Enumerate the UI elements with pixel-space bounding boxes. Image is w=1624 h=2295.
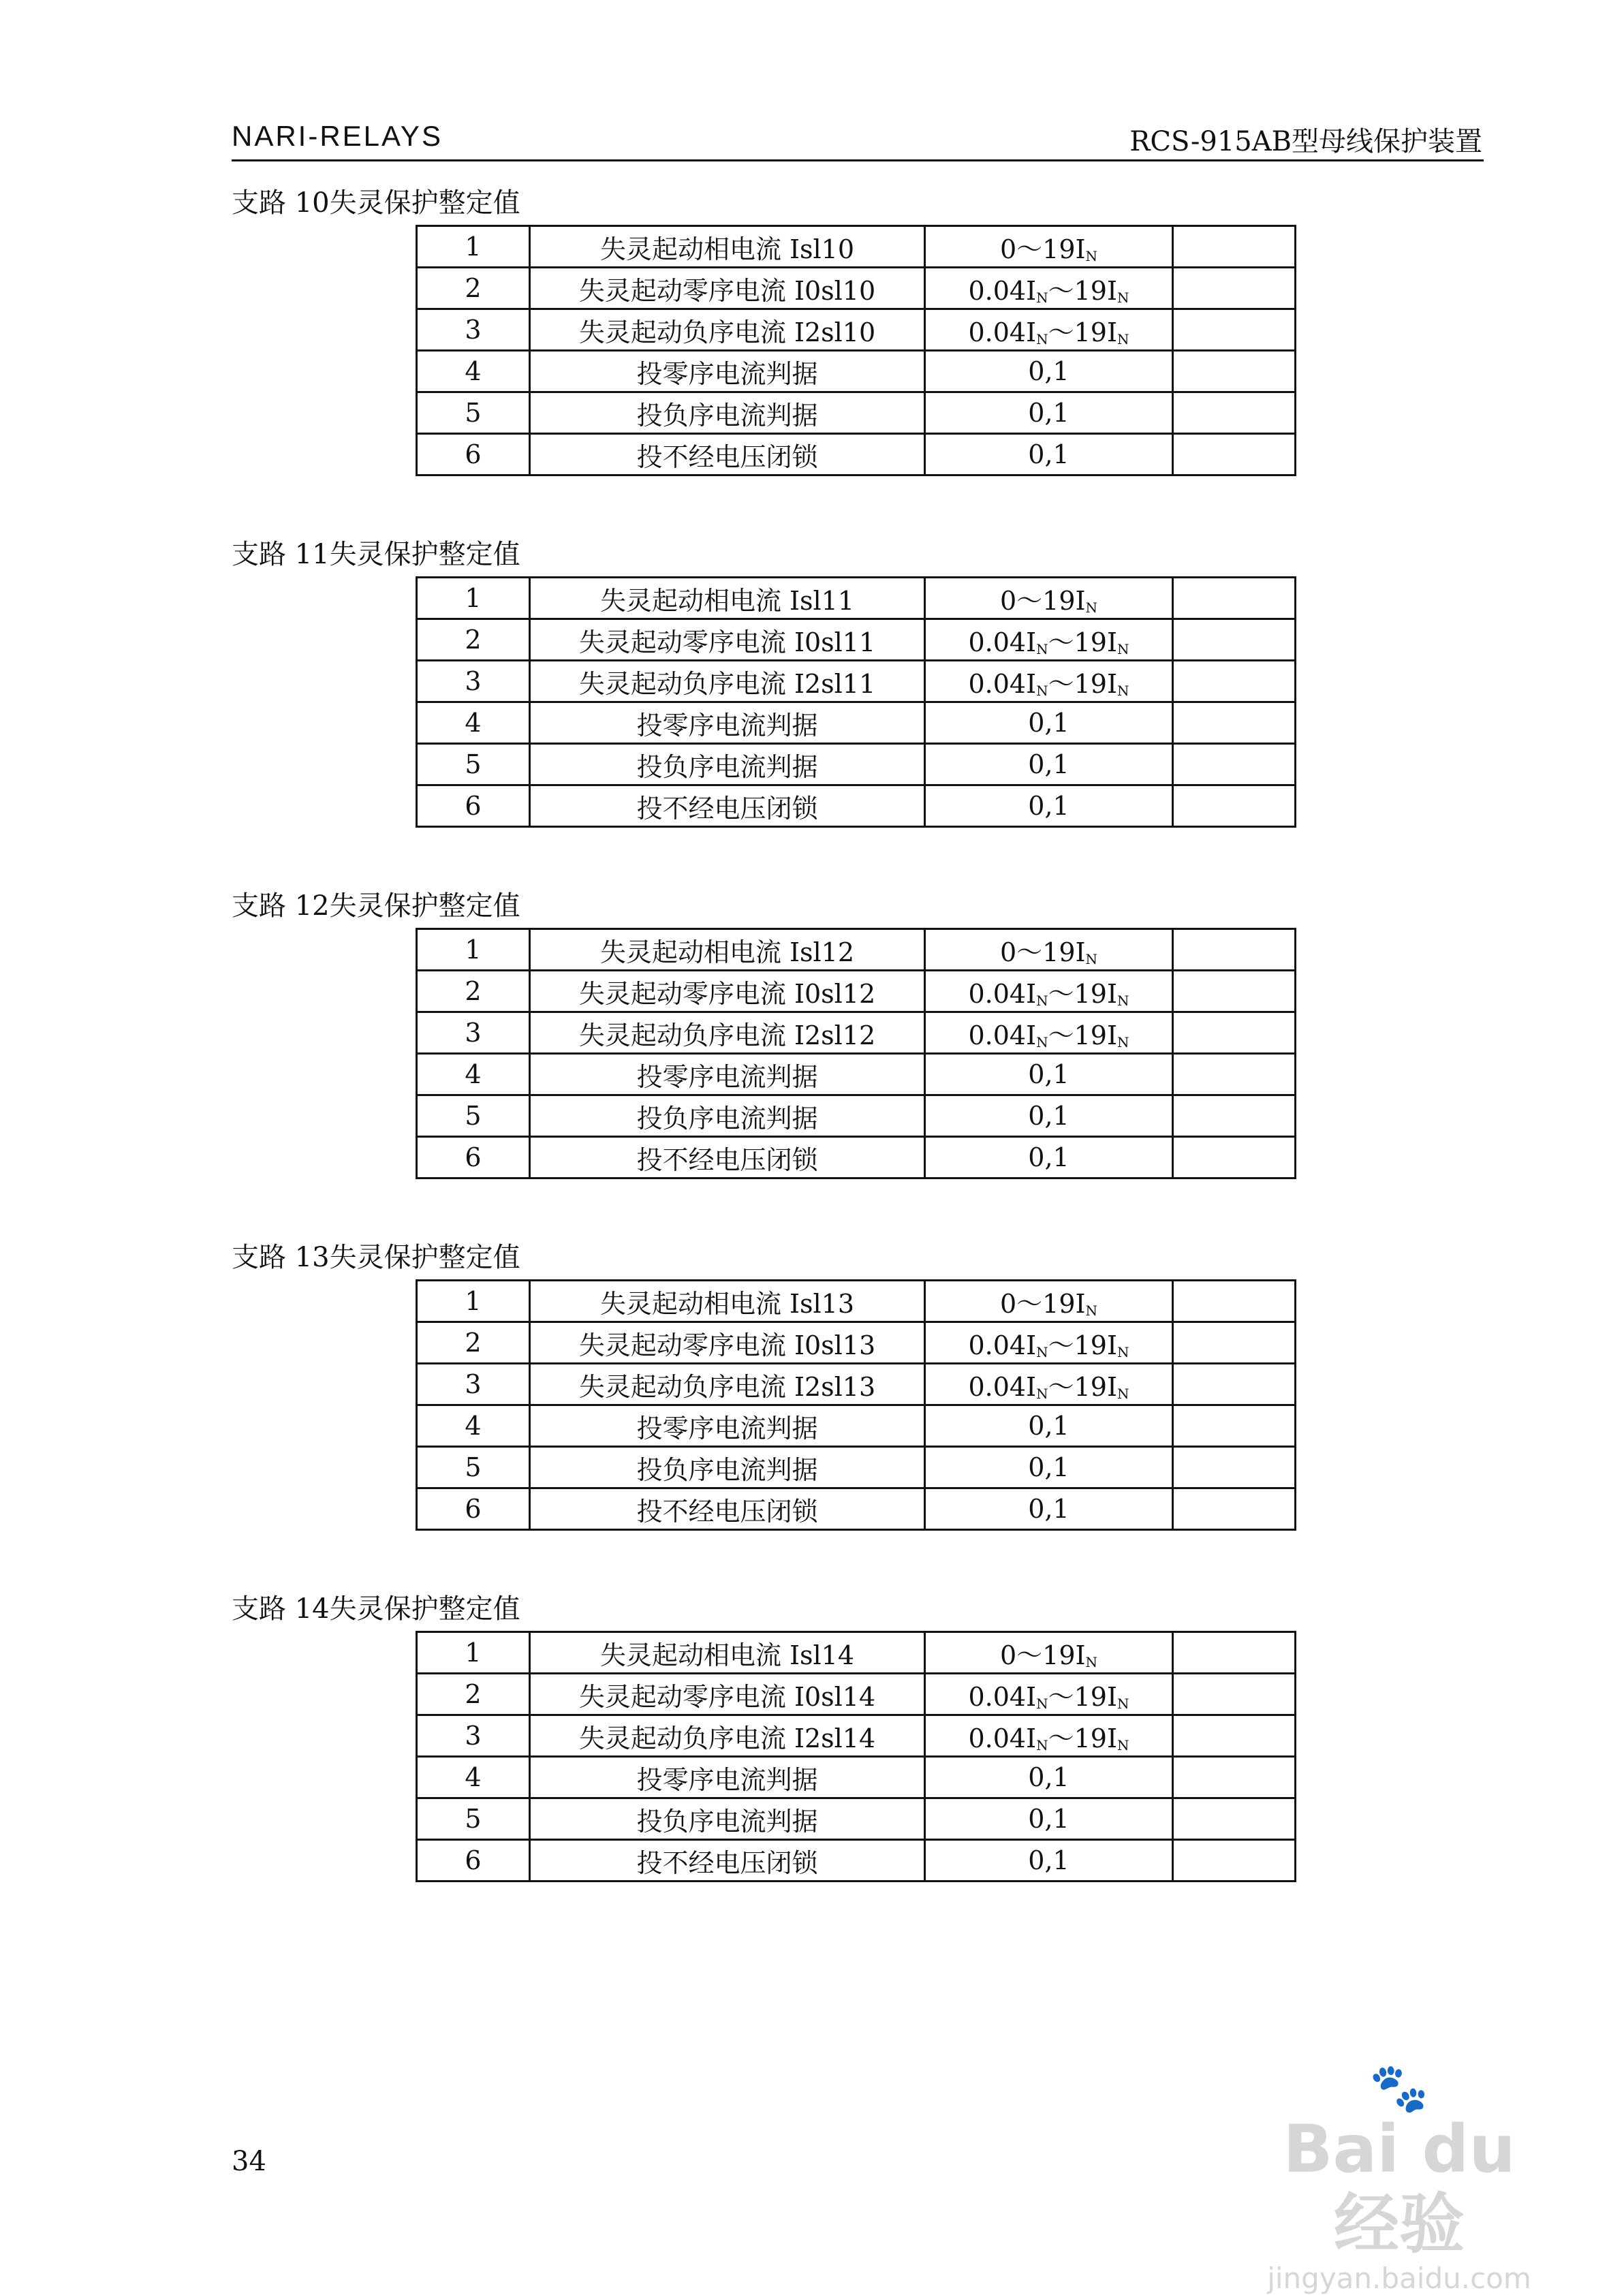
- table-row: [417, 1757, 1296, 1798]
- table-row: [417, 1281, 1296, 1322]
- header-product-title: RCS-915AB型母线保护装置: [1129, 126, 1482, 157]
- range-text: 0,1: [1028, 1762, 1069, 1792]
- setting-range: [925, 619, 1173, 661]
- table-row: [417, 578, 1296, 619]
- range-subscript: N: [1085, 1653, 1098, 1670]
- row-number: 6: [417, 1840, 530, 1882]
- setting-value-blank: [1173, 1137, 1296, 1178]
- setting-name: 投不经电压闭锁: [530, 1488, 925, 1530]
- table-row: [417, 1674, 1296, 1715]
- table-row: [417, 1322, 1296, 1364]
- setting-name: 投负序电流判据: [530, 744, 925, 785]
- section-title: 支路 11失灵保护整定值: [232, 539, 520, 570]
- setting-name: 投零序电流判据: [530, 1757, 925, 1798]
- range-subscript: N: [1036, 289, 1048, 306]
- range-text: 0,1: [1028, 439, 1069, 469]
- setting-value-blank: [1173, 1757, 1296, 1798]
- range-text: 0,1: [1028, 1494, 1069, 1524]
- setting-name: 投零序电流判据: [530, 1405, 925, 1447]
- row-number: 6: [417, 1488, 530, 1530]
- range-subscript: N: [1117, 1695, 1129, 1712]
- setting-value-blank: [1173, 1447, 1296, 1488]
- setting-name: 投负序电流判据: [530, 1798, 925, 1840]
- setting-range: [925, 1137, 1173, 1178]
- setting-name: 投负序电流判据: [530, 1447, 925, 1488]
- range-subscript: N: [1036, 682, 1048, 699]
- section-title: 支路 14失灵保护整定值: [232, 1593, 520, 1625]
- settings-table: [416, 1279, 1296, 1531]
- setting-name: 投零序电流判据: [530, 351, 925, 392]
- setting-range: [925, 1322, 1173, 1364]
- range-text: 0,1: [1028, 1452, 1069, 1482]
- setting-range: [925, 785, 1173, 827]
- setting-range: [925, 744, 1173, 785]
- setting-name: 失灵起动相电流 Isl12: [530, 929, 925, 971]
- setting-value-blank: [1173, 351, 1296, 392]
- row-number: 3: [417, 661, 530, 702]
- setting-range: [925, 1715, 1173, 1757]
- setting-value-blank: [1173, 1012, 1296, 1054]
- table-row: [417, 1405, 1296, 1447]
- setting-value-blank: [1173, 785, 1296, 827]
- table-row: [417, 268, 1296, 309]
- range-text: 0.04I: [968, 275, 1037, 306]
- table-row: [417, 1798, 1296, 1840]
- row-number: 1: [417, 929, 530, 971]
- row-number: 5: [417, 392, 530, 434]
- range-text: 0.04I: [968, 1020, 1037, 1050]
- setting-range: [925, 1447, 1173, 1488]
- range-text: ～19I: [1048, 1020, 1117, 1050]
- table-row: [417, 619, 1296, 661]
- range-text: 0～19I: [999, 585, 1086, 616]
- row-number: 4: [417, 702, 530, 744]
- setting-value-blank: [1173, 1054, 1296, 1095]
- section-title: 支路 10失灵保护整定值: [232, 187, 520, 219]
- setting-value-blank: [1173, 434, 1296, 475]
- range-text: 0.04I: [968, 1723, 1037, 1753]
- range-text: ～19I: [1048, 1723, 1117, 1753]
- setting-range: [925, 1281, 1173, 1322]
- setting-range: [925, 1054, 1173, 1095]
- row-number: 1: [417, 1632, 530, 1674]
- range-subscript: N: [1036, 1695, 1048, 1712]
- range-subscript: N: [1036, 1385, 1048, 1402]
- range-text: 0.04I: [968, 1330, 1037, 1360]
- settings-table: [416, 225, 1296, 476]
- range-text: 0,1: [1028, 1845, 1069, 1875]
- row-number: 3: [417, 309, 530, 351]
- range-subscript: N: [1036, 640, 1048, 657]
- setting-value-blank: [1173, 1095, 1296, 1137]
- range-text: 0,1: [1028, 708, 1069, 738]
- range-subscript: N: [1117, 289, 1129, 306]
- setting-name: 失灵起动负序电流 I2sl13: [530, 1364, 925, 1405]
- setting-range: [925, 578, 1173, 619]
- setting-name: 失灵起动负序电流 I2sl11: [530, 661, 925, 702]
- setting-value-blank: [1173, 1364, 1296, 1405]
- range-subscript: N: [1117, 1385, 1129, 1402]
- settings-section: [232, 1238, 1390, 1531]
- range-subscript: N: [1117, 1033, 1129, 1050]
- row-number: 3: [417, 1364, 530, 1405]
- range-subscript: N: [1117, 682, 1129, 699]
- setting-value-blank: [1173, 619, 1296, 661]
- row-number: 2: [417, 971, 530, 1012]
- table-row: [417, 1632, 1296, 1674]
- table-row: [417, 1054, 1296, 1095]
- settings-table: [416, 928, 1296, 1179]
- header-brand: NARI-RELAYS: [232, 120, 443, 152]
- range-subscript: N: [1036, 1033, 1048, 1050]
- setting-name: 失灵起动零序电流 I0sl13: [530, 1322, 925, 1364]
- range-text: ～19I: [1048, 668, 1117, 699]
- range-text: 0,1: [1028, 749, 1069, 779]
- setting-name: 失灵起动零序电流 I0sl10: [530, 268, 925, 309]
- page-number: 34: [232, 2146, 266, 2177]
- table-row: [417, 1715, 1296, 1757]
- range-text: 0～19I: [999, 1640, 1086, 1670]
- setting-name: 失灵起动相电流 Isl13: [530, 1281, 925, 1322]
- row-number: 4: [417, 1757, 530, 1798]
- table-row: [417, 1488, 1296, 1530]
- setting-range: [925, 1632, 1173, 1674]
- setting-value-blank: [1173, 702, 1296, 744]
- row-number: 6: [417, 785, 530, 827]
- row-number: 5: [417, 1447, 530, 1488]
- setting-value-blank: [1173, 971, 1296, 1012]
- range-text: 0～19I: [999, 234, 1086, 264]
- setting-value-blank: [1173, 744, 1296, 785]
- row-number: 4: [417, 1405, 530, 1447]
- setting-value-blank: [1173, 1632, 1296, 1674]
- header-divider: [232, 159, 1484, 161]
- table-row: [417, 1840, 1296, 1882]
- range-subscript: N: [1085, 247, 1098, 264]
- range-text: 0,1: [1028, 1411, 1069, 1441]
- setting-value-blank: [1173, 1405, 1296, 1447]
- setting-value-blank: [1173, 1715, 1296, 1757]
- setting-range: [925, 309, 1173, 351]
- range-text: 0～19I: [999, 1288, 1086, 1319]
- range-subscript: N: [1117, 330, 1129, 347]
- setting-range: [925, 1840, 1173, 1882]
- range-text: 0.04I: [968, 978, 1037, 1009]
- settings-section: [232, 535, 1390, 828]
- setting-name: 失灵起动零序电流 I0sl14: [530, 1674, 925, 1715]
- settings-section: [232, 1590, 1390, 1882]
- setting-name: 投不经电压闭锁: [530, 434, 925, 475]
- range-text: 0,1: [1028, 1059, 1069, 1089]
- setting-value-blank: [1173, 1281, 1296, 1322]
- setting-name: 失灵起动零序电流 I0sl12: [530, 971, 925, 1012]
- row-number: 6: [417, 434, 530, 475]
- settings-table: [416, 576, 1296, 828]
- row-number: 2: [417, 619, 530, 661]
- range-text: 0.04I: [968, 317, 1037, 347]
- range-subscript: N: [1036, 1343, 1048, 1360]
- range-subscript: N: [1085, 599, 1098, 616]
- table-row: [417, 1137, 1296, 1178]
- setting-name: 失灵起动零序电流 I0sl11: [530, 619, 925, 661]
- range-subscript: N: [1036, 1736, 1048, 1753]
- range-text: 0～19I: [999, 937, 1086, 967]
- table-row: [417, 1447, 1296, 1488]
- settings-table: [416, 1631, 1296, 1882]
- setting-name: 失灵起动相电流 Isl14: [530, 1632, 925, 1674]
- range-subscript: N: [1036, 992, 1048, 1009]
- setting-range: [925, 1405, 1173, 1447]
- row-number: 3: [417, 1012, 530, 1054]
- setting-value-blank: [1173, 1674, 1296, 1715]
- row-number: 2: [417, 1322, 530, 1364]
- setting-name: 投零序电流判据: [530, 702, 925, 744]
- setting-name: 投负序电流判据: [530, 1095, 925, 1137]
- row-number: 5: [417, 1798, 530, 1840]
- setting-range: [925, 268, 1173, 309]
- range-text: 0,1: [1028, 398, 1069, 428]
- paw-icon: 🐾: [1369, 2060, 1429, 2116]
- range-subscript: N: [1117, 992, 1129, 1009]
- setting-name: 投不经电压闭锁: [530, 1840, 925, 1882]
- range-subscript: N: [1117, 1343, 1129, 1360]
- range-subscript: N: [1085, 1302, 1098, 1319]
- range-text: 0.04I: [968, 668, 1037, 699]
- table-row: [417, 661, 1296, 702]
- range-subscript: N: [1117, 640, 1129, 657]
- setting-name: 投不经电压闭锁: [530, 1137, 925, 1178]
- setting-range: [925, 226, 1173, 268]
- range-text: ～19I: [1048, 1330, 1117, 1360]
- table-row: [417, 1364, 1296, 1405]
- setting-range: [925, 661, 1173, 702]
- row-number: 3: [417, 1715, 530, 1757]
- setting-value-blank: [1173, 1322, 1296, 1364]
- range-text: ～19I: [1048, 317, 1117, 347]
- table-row: [417, 929, 1296, 971]
- range-text: ～19I: [1048, 1371, 1117, 1402]
- range-text: ～19I: [1048, 627, 1117, 657]
- row-number: 5: [417, 1095, 530, 1137]
- range-text: ～19I: [1048, 275, 1117, 306]
- range-text: 0.04I: [968, 627, 1037, 657]
- setting-range: [925, 1488, 1173, 1530]
- setting-name: 失灵起动相电流 Isl11: [530, 578, 925, 619]
- row-number: 6: [417, 1137, 530, 1178]
- setting-range: [925, 1798, 1173, 1840]
- table-row: [417, 226, 1296, 268]
- setting-range: [925, 1095, 1173, 1137]
- setting-range: [925, 1757, 1173, 1798]
- table-row: [417, 351, 1296, 392]
- setting-name: 投零序电流判据: [530, 1054, 925, 1095]
- setting-name: 投不经电压闭锁: [530, 785, 925, 827]
- range-text: ～19I: [1048, 978, 1117, 1009]
- range-text: 0,1: [1028, 356, 1069, 386]
- watermark-brand: Bai du 经验: [1283, 2111, 1516, 2262]
- range-text: 0,1: [1028, 1142, 1069, 1172]
- setting-value-blank: [1173, 661, 1296, 702]
- setting-value-blank: [1173, 1840, 1296, 1882]
- setting-range: [925, 929, 1173, 971]
- table-row: [417, 309, 1296, 351]
- range-text: 0,1: [1028, 1101, 1069, 1131]
- range-text: 0,1: [1028, 1804, 1069, 1834]
- watermark-url: jingyan.baidu.com: [1267, 2262, 1531, 2295]
- setting-value-blank: [1173, 578, 1296, 619]
- range-text: ～19I: [1048, 1681, 1117, 1712]
- setting-value-blank: [1173, 392, 1296, 434]
- setting-value-blank: [1173, 929, 1296, 971]
- row-number: 4: [417, 351, 530, 392]
- row-number: 1: [417, 226, 530, 268]
- setting-value-blank: [1173, 1488, 1296, 1530]
- setting-range: [925, 1674, 1173, 1715]
- row-number: 5: [417, 744, 530, 785]
- setting-value-blank: [1173, 268, 1296, 309]
- row-number: 1: [417, 578, 530, 619]
- setting-range: [925, 351, 1173, 392]
- setting-range: [925, 1012, 1173, 1054]
- setting-name: 失灵起动负序电流 I2sl12: [530, 1012, 925, 1054]
- row-number: 1: [417, 1281, 530, 1322]
- range-subscript: N: [1117, 1736, 1129, 1753]
- settings-section: [232, 887, 1390, 1179]
- table-row: [417, 1095, 1296, 1137]
- section-title: 支路 12失灵保护整定值: [232, 890, 520, 922]
- setting-name: 失灵起动负序电流 I2sl14: [530, 1715, 925, 1757]
- setting-range: [925, 702, 1173, 744]
- setting-name: 投负序电流判据: [530, 392, 925, 434]
- table-row: [417, 702, 1296, 744]
- range-text: 0,1: [1028, 791, 1069, 821]
- setting-range: [925, 392, 1173, 434]
- table-row: [417, 971, 1296, 1012]
- range-subscript: N: [1036, 330, 1048, 347]
- range-text: 0.04I: [968, 1681, 1037, 1712]
- setting-range: [925, 1364, 1173, 1405]
- setting-name: 失灵起动负序电流 I2sl10: [530, 309, 925, 351]
- setting-name: 失灵起动相电流 Isl10: [530, 226, 925, 268]
- row-number: 2: [417, 1674, 530, 1715]
- row-number: 2: [417, 268, 530, 309]
- setting-value-blank: [1173, 309, 1296, 351]
- setting-range: [925, 971, 1173, 1012]
- row-number: 4: [417, 1054, 530, 1095]
- table-row: [417, 434, 1296, 475]
- settings-section: [232, 184, 1390, 476]
- watermark: [1256, 2060, 1542, 2295]
- setting-value-blank: [1173, 226, 1296, 268]
- table-row: [417, 785, 1296, 827]
- range-text: 0.04I: [968, 1371, 1037, 1402]
- table-row: [417, 392, 1296, 434]
- table-row: [417, 1012, 1296, 1054]
- table-row: [417, 744, 1296, 785]
- setting-value-blank: [1173, 1798, 1296, 1840]
- range-subscript: N: [1085, 950, 1098, 967]
- setting-range: [925, 434, 1173, 475]
- section-title: 支路 13失灵保护整定值: [232, 1242, 520, 1273]
